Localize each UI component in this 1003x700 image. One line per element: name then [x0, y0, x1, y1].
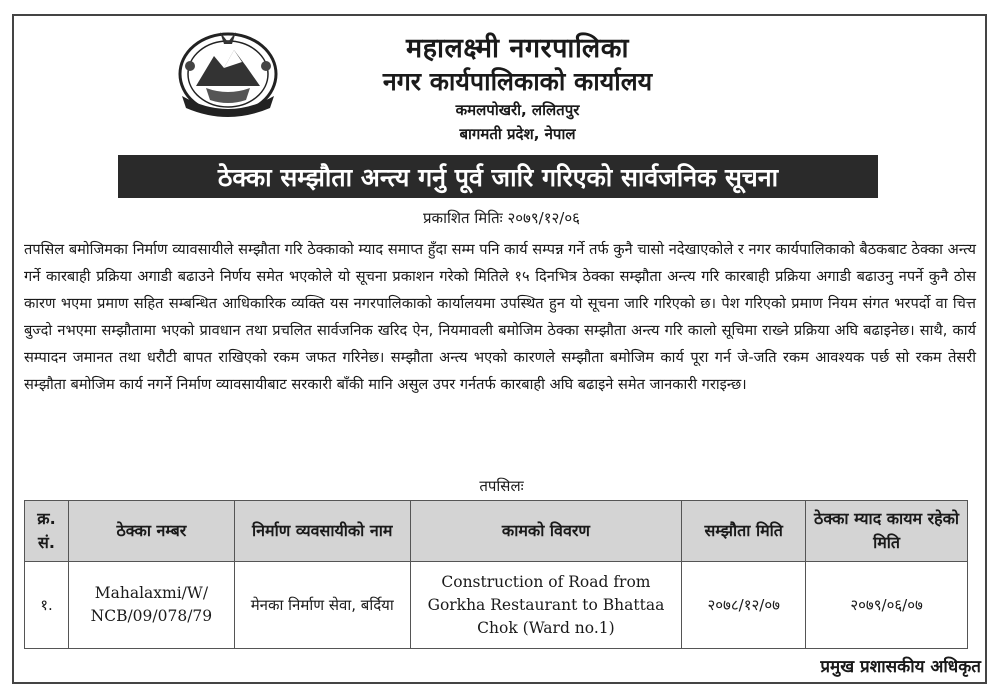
office-name: नगर कार्यपालिकाको कार्यालय: [382, 67, 653, 96]
header-agreement-date: सम्झौता मिति: [682, 501, 806, 562]
cell-agreement-date: २०७८/१२/०७: [682, 562, 806, 649]
header-contract-no: ठेक्का नम्बर: [68, 501, 234, 562]
appendix-label: तपसिलः: [479, 477, 524, 495]
cell-description: Construction of Road from Gorkha Restaurant to Bhattaa Chok (Ward no.1): [410, 562, 682, 649]
org-name: महालक्ष्मी नगरपालिका: [406, 33, 629, 64]
table-header-row: [25, 501, 968, 562]
header-contractor: निर्माण व्यवसायीको नाम: [234, 501, 410, 562]
notice-body: तपसिल बमोजिमका निर्माण व्यावसायीले सम्झौता गरि ठेक्काको म्याद समाप्त हुँदा सम्म पनि कार्य सम्पन्न गर्ने तर्फ कुनै चासो नदेखाएकोले र नगर कार्यपालिकाको बैठकबाट ठेक्का अन्त्य गर्ने कारबाही प्रक्रिया अगाडी बढाउने निर्णय समेत भएकोले यो सूचना प्रकाशन गरेको मितिले १५ दिनभित्र ठेक्का सम्झौता अन्त्य गरि कारबाही प्रक्रिया अगाडी बढाउनु नपर्ने कुनै ठोस कारण भएमा प्रमाण सहित सम्बन्धित आधिकारिक व्यक्ति यस नगरपालिकाको कार्यालयमा उपस्थित हुन यो सूचना जारि गरिएको छ। पेश गरिएको प्रमाण नियम संगत भरपर्दो वा चित्त बुज्दो नभएमा सम्झौतामा भएको प्रावधान तथा प्रचलित सार्वजनिक खरिद ऐन, नियमावली बमोजिम ठेक्का सम्झौता अन्त्य गरि कालो सूचिमा राख्ने प्रक्रिया अघि बढाइनेछ। साथै, कार्य सम्पादन जमानत तथा धरौटी बापत राखिएको रकम जफत गरिनेछ। सम्झौता अन्त्य भएको कारणले सम्झौता बमोजिम कार्य पूरा गर्न जे-जति रकम आवश्यक पर्छ सो रकम तेसरी सम्झौता बमोजिम कार्य नगर्ने निर्माण व्यावसायीबाट सरकारी बाँकी मानि असुल उपर गर्नतर्फ कारबाही अघि बढाइने समेत जानकारी गराइन्छ।: [24, 241, 976, 393]
signatory: प्रमुख प्रशासकीय अधिकृत: [820, 657, 981, 677]
contract-table: [24, 500, 968, 649]
cell-contractor: मेनका निर्माण सेवा, बर्दिया: [234, 562, 410, 649]
published-date: प्रकाशित मितिः २०७९/१२/०६: [423, 209, 580, 227]
cell-contract-no: Mahalaxmi/W/ NCB/09/078/79: [68, 562, 234, 649]
address-line-1: कमलपोखरी, ललितपुर: [455, 101, 580, 119]
header-serial: क्र. सं.: [25, 501, 69, 562]
notice-title: ठेक्का सम्झौता अन्त्य गर्नु पूर्व जारि गरिएको सार्वजनिक सूचना: [118, 155, 878, 198]
cell-serial: १.: [25, 562, 69, 649]
header-description: कामको विवरण: [410, 501, 682, 562]
cell-deadline: २०७९/०६/०७: [806, 562, 968, 649]
table-row: [25, 562, 968, 649]
address-line-2: बागमती प्रदेश, नेपाल: [459, 125, 576, 143]
header-deadline: ठेक्का म्याद कायम रहेको मिति: [806, 501, 968, 562]
